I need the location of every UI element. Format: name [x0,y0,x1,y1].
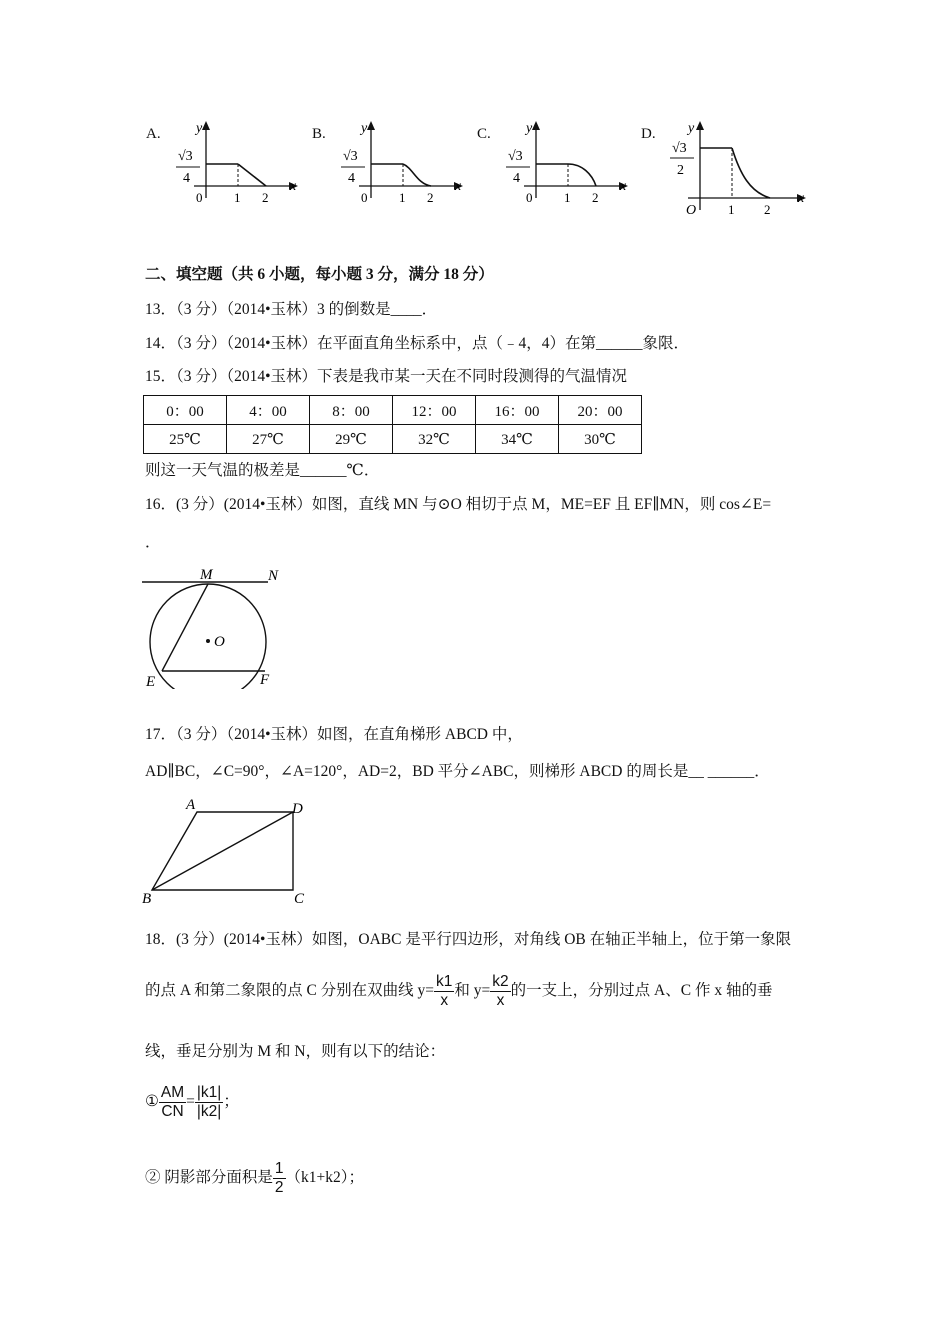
option-c-label: C. [477,126,491,142]
x-tick-0: 0 [526,190,533,205]
question-15: 15．（3 分）（2014•玉林）下表是我市某一天在不同时段测得的气温情况 [145,368,628,385]
time-cell: 12：00 [393,396,476,425]
equals-sign: = [186,1092,195,1110]
x-tick-2: 2 [592,190,599,205]
figure-17-trapezoid [140,795,315,907]
question-14: 14．（3 分）（2014•玉林）在平面直角坐标系中，点（﹣4，4）在第______象限． [145,335,690,352]
option-a-label: A. [146,126,161,142]
x-tick-1: 1 [564,190,571,205]
frac-num: AM [160,1084,185,1101]
x-tick-2: 2 [262,190,269,205]
question-17-line1: 17．（3 分）（2014•玉林）如图，在直角梯形 ABCD 中， [145,726,523,743]
y-tick-num: √3 [178,149,193,164]
question-18-line2 [145,973,772,1010]
y-tick-num: √3 [672,141,687,156]
question-13: 13．（3 分）（2014•玉林）3 的倒数是____． [145,301,438,318]
time-cell: 8：00 [310,396,393,425]
label-f: F [260,672,270,688]
conclusion-1 [145,1084,239,1121]
x-axis-label: x [290,179,297,194]
x-tick-0: 0 [196,190,203,205]
x-tick-1: 1 [728,202,735,217]
section-title: 二、填空题（共 6 小题，每小题 3 分，满分 18 分） [145,266,494,283]
frac-den: x [496,991,505,1009]
temp-cell: 34℃ [476,425,559,454]
table-row [144,425,642,454]
figure-16-circle [140,564,290,689]
x-tick-2: 2 [764,202,771,217]
table-row [144,396,642,425]
frac-num: k2 [492,973,509,990]
frac-num: 1 [274,1160,284,1177]
time-cell: 20：00 [559,396,642,425]
label-a: A [186,797,196,813]
y-tick-num: √3 [343,149,358,164]
y-tick-num: √3 [508,149,523,164]
x-tick-2: 2 [427,190,434,205]
conclusion-1-tail: ； [223,1092,239,1110]
y-axis-label: y [196,121,203,136]
time-cell: 16：00 [476,396,559,425]
y-tick-den: 4 [183,171,190,186]
conclusion-2-tail: （k1+k2）； [285,1168,365,1186]
fraction-am-over-cn [159,1084,186,1121]
option-c-graph [498,118,633,210]
option-a-graph [168,118,303,210]
label-c: C [294,891,305,907]
y-tick-den: 4 [348,171,355,186]
label-e: E [146,674,156,689]
question-18-line3: 线，垂足分别为 M 和 N，则有以下的结论： [145,1043,446,1060]
temp-cell: 30℃ [559,425,642,454]
time-cell: 4：00 [227,396,310,425]
conclusion-2-prefix: ② 阴影部分面积是 [145,1168,273,1186]
question-18-line1: 18．(3 分）(2014•玉林）如图，OABC 是平行四边形，对角线 OB 在轴正半轴上，位于第一象限 [145,931,792,948]
frac-den: |k2| [196,1102,222,1120]
label-o: O [214,634,225,650]
label-m: M [200,567,213,583]
frac-den: CN [161,1102,184,1120]
temp-cell: 25℃ [144,425,227,454]
fraction-one-half [273,1160,286,1197]
temp-cell: 32℃ [393,425,476,454]
temp-cell: 29℃ [310,425,393,454]
y-axis-label: y [688,121,695,136]
temperature-table [143,395,642,454]
question-17-line2: AD∥BC，∠C=90°，∠A=120°，AD=2，BD 平分∠ABC，则梯形 ABCD 的周长是__ ______． [145,763,770,780]
q18-text-a: 的点 A 和第二象限的点 C 分别在双曲线 y= [145,981,435,999]
q18-text-b: 和 y= [454,981,491,999]
option-d-label: D. [641,126,656,142]
q18-text-c: 的一支上，分别过点 A、C 作 x 轴的垂 [510,981,773,999]
question-15-tail: 则这一天气温的极差是______℃． [145,462,380,479]
x-tick-1: 1 [399,190,406,205]
question-16-tail: ． [145,534,161,551]
option-b-label: B. [312,126,326,142]
y-axis-label: y [526,121,533,136]
x-tick-1: 1 [234,190,241,205]
label-d: D [292,801,303,817]
y-axis-label: y [361,121,368,136]
option-d-graph [666,118,816,218]
fraction-abs-k1-over-abs-k2 [195,1084,223,1121]
frac-num: |k1| [196,1084,222,1101]
conclusion-2 [145,1160,364,1197]
fraction-k1-over-x [434,973,454,1010]
label-n: N [268,568,279,584]
x-axis-label: x [455,179,462,194]
temp-cell: 27℃ [227,425,310,454]
frac-den: x [440,991,449,1009]
y-tick-den: 2 [677,163,684,178]
x-tick-0: 0 [361,190,368,205]
x-axis-label: x [620,179,627,194]
time-cell: 0：00 [144,396,227,425]
frac-num: k1 [436,973,453,990]
label-b: B [142,891,152,907]
conclusion-1-mark: ① [145,1092,159,1110]
fraction-k2-over-x [490,973,510,1010]
x-axis-label: x [798,191,805,206]
question-16: 16．(3 分）(2014•玉林）如图，直线 MN 与⊙O 相切于点 M，ME=EF 且 EF∥MN，则 cos∠E= [145,496,772,513]
y-tick-den: 4 [513,171,520,186]
origin-label: O [686,203,697,218]
frac-den: 2 [274,1178,284,1196]
option-b-graph [333,118,468,210]
